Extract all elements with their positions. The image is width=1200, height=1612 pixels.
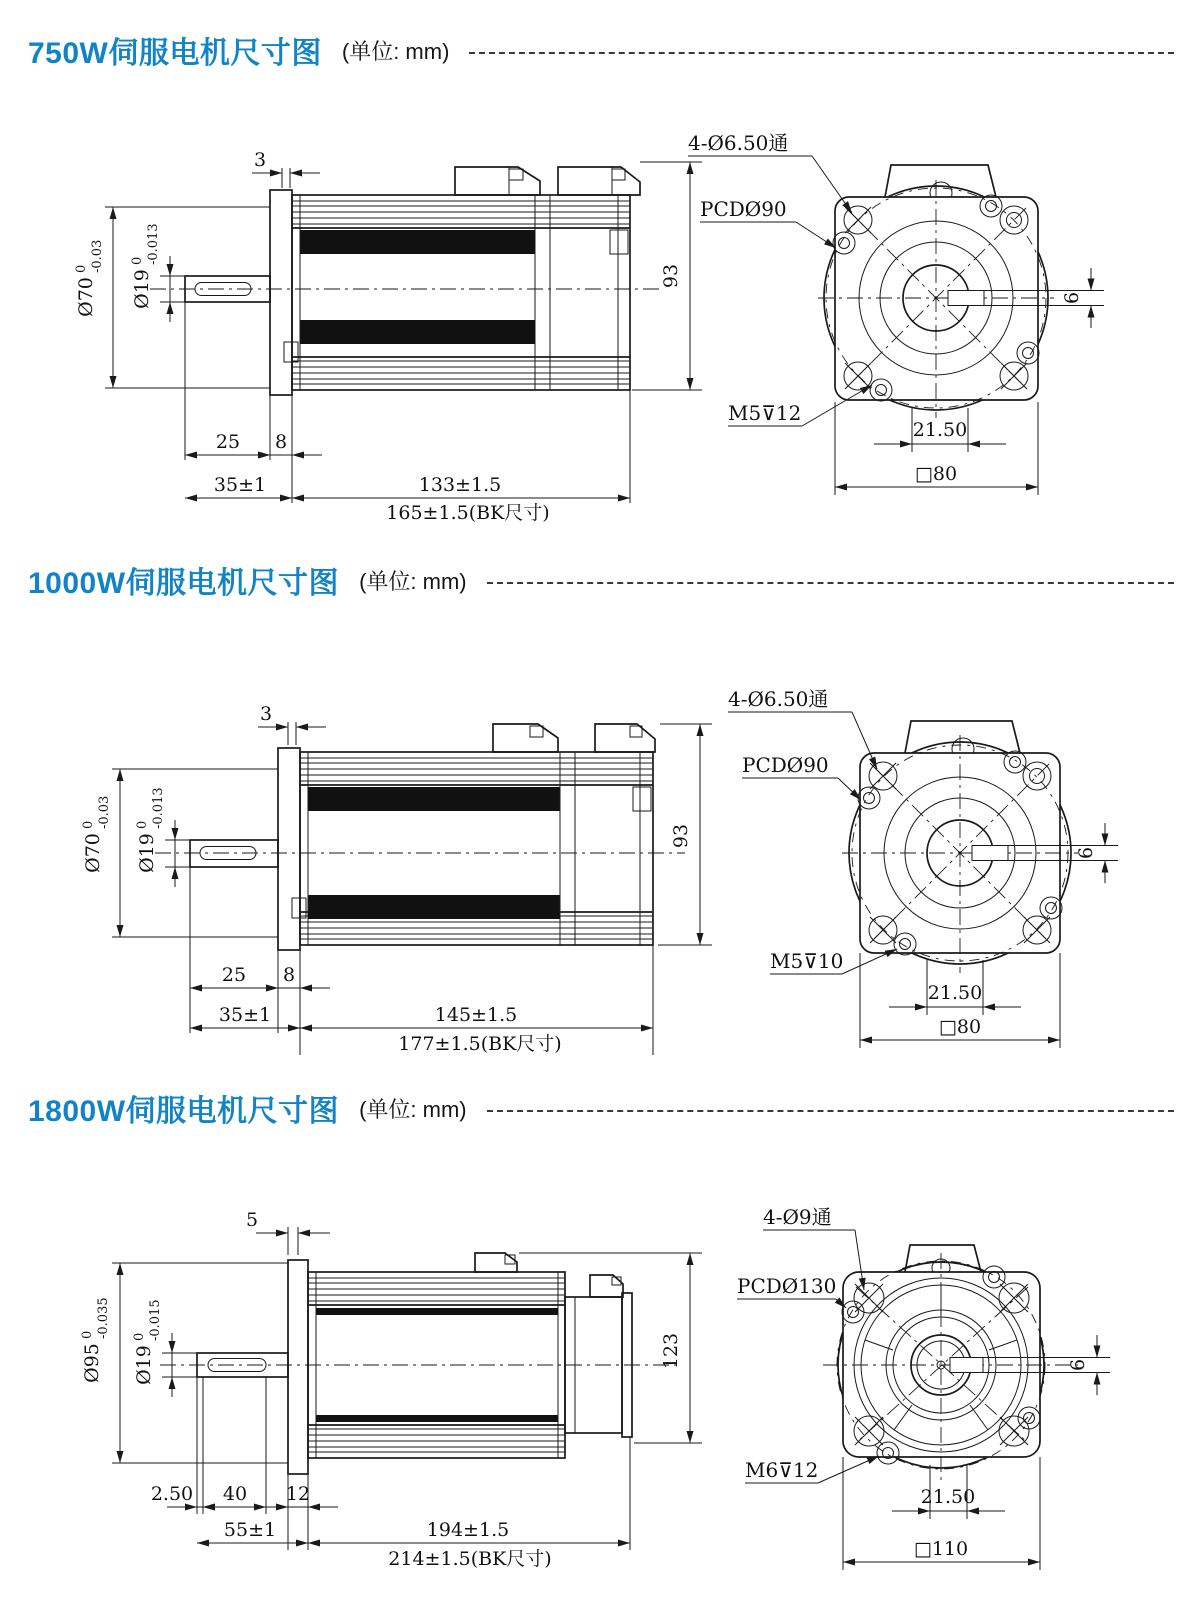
section-header-1800w: [28, 1086, 1200, 1130]
drawing-1800w: [0, 1125, 1200, 1612]
dim-pilot-upper-tol: 0: [81, 820, 96, 829]
dim-key-width: 6: [1075, 846, 1097, 860]
dim-pilot-lower-tol: -0.03: [90, 239, 105, 273]
side-view-1800w: [80, 1209, 702, 1570]
front-view-750w: [688, 131, 1104, 495]
unit-label: (单位: mm): [359, 1096, 467, 1122]
unit-label: (单位: mm): [341, 38, 450, 64]
dim-key-width: 6: [1067, 1358, 1089, 1372]
dim-l1: 25: [215, 431, 241, 453]
dim-l1: 25: [221, 964, 247, 986]
dim-pilot-dia: Ø70: [75, 277, 97, 317]
dim-shaft-dia: Ø19: [133, 1345, 155, 1385]
dim-shaft-lower-tol: -0.013: [151, 787, 166, 829]
label-through-holes: 4-Ø9通: [763, 1205, 832, 1229]
label-tap: M6⊽12: [745, 1458, 819, 1482]
dim-l2: 8: [282, 964, 296, 986]
dim-square: □80: [914, 463, 958, 485]
dim-shaft-dia: Ø19: [136, 833, 158, 873]
label-tap: M5⊽12: [728, 401, 802, 425]
label-tap: M5⊽10: [770, 949, 844, 973]
section-header-750w: [28, 28, 1200, 72]
drawing-1000w: [0, 600, 1200, 1070]
section-header-1000w: [28, 558, 1200, 602]
dim-pilot-lower-tol: -0.035: [96, 1297, 111, 1339]
dim-key-offset: 21.50: [927, 982, 983, 1004]
dashed-rule: [487, 582, 1174, 584]
dim-shaft-lower-tol: -0.013: [146, 223, 161, 265]
side-view-750w: [74, 149, 702, 524]
label-pcd: PCDØ90: [700, 197, 787, 221]
dim-height: 93: [670, 823, 692, 849]
dim-shaft-upper-tol: 0: [130, 256, 145, 265]
dim-l3: 35±1: [213, 474, 267, 496]
dim-key-offset: 21.50: [912, 419, 968, 441]
section-title: 750W伺服电机尺寸图: [28, 37, 322, 70]
dim-key-width: 6: [1061, 291, 1083, 305]
dim-l3: 35±1: [218, 1004, 272, 1026]
dim-pilot-upper-tol: 0: [80, 1330, 95, 1339]
dim-step: 3: [253, 149, 267, 171]
dim-shaft-dia: Ø19: [131, 269, 153, 309]
dim-l5: 194±1.5: [426, 1519, 510, 1541]
dim-shaft-upper-tol: 0: [135, 820, 150, 829]
dim-l1: 2.50: [150, 1483, 194, 1505]
dim-l2: 8: [274, 431, 288, 453]
drawing-750w: [0, 70, 1200, 540]
dim-pilot-lower-tol: -0.03: [97, 795, 112, 829]
dim-l4: 55±1: [223, 1519, 277, 1541]
dim-l4: 133±1.5: [418, 474, 502, 496]
dashed-rule: [487, 1110, 1174, 1112]
section-title: 1000W伺服电机尺寸图: [28, 567, 340, 600]
dim-step: 5: [245, 1209, 259, 1231]
side-view-1000w: [81, 703, 712, 1055]
dim-pilot-dia: Ø70: [82, 833, 104, 873]
unit-label: (单位: mm): [359, 568, 467, 594]
dim-total-length: 177±1.5(BK尺寸): [398, 1033, 562, 1055]
dim-square: □80: [938, 1016, 982, 1038]
dim-pilot-upper-tol: 0: [74, 264, 89, 273]
dim-l2: 40: [222, 1483, 248, 1505]
dim-total-length: 165±1.5(BK尺寸): [386, 502, 550, 524]
front-view-1000w: [728, 687, 1118, 1048]
dim-step: 3: [259, 703, 273, 725]
dim-shaft-lower-tol: -0.015: [148, 1299, 163, 1341]
label-pcd: PCDØ90: [742, 753, 829, 777]
dim-pilot-dia: Ø95: [81, 1343, 103, 1383]
label-through-holes: 4-Ø6.50通: [688, 131, 789, 155]
dim-height: 123: [660, 1332, 682, 1370]
dim-shaft-upper-tol: 0: [132, 1332, 147, 1341]
dashed-rule: [469, 52, 1174, 54]
dim-square: □110: [913, 1538, 969, 1560]
section-title: 1800W伺服电机尺寸图: [28, 1095, 340, 1128]
dim-key-offset: 21.50: [920, 1486, 976, 1508]
dim-l3: 12: [285, 1483, 311, 1505]
label-pcd: PCDØ130: [737, 1274, 837, 1298]
dim-l4: 145±1.5: [434, 1004, 518, 1026]
dim-height: 93: [660, 263, 682, 289]
dim-total-length: 214±1.5(BK尺寸): [388, 1548, 552, 1570]
front-view-1800w: [737, 1205, 1110, 1570]
label-through-holes: 4-Ø6.50通: [728, 687, 829, 711]
